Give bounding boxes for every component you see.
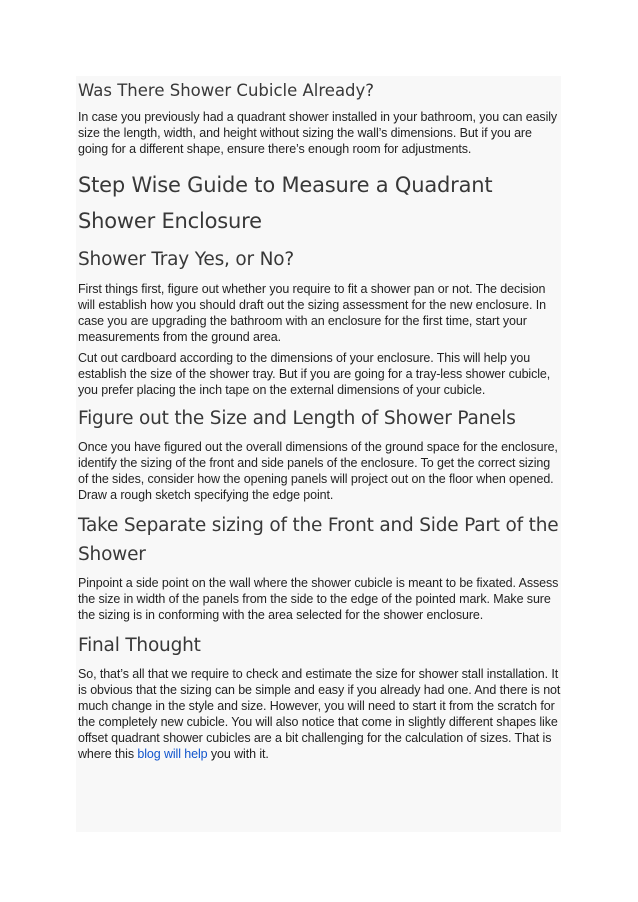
heading-final: Final Thought	[78, 635, 201, 656]
heading-panels: Figure out the Size and Length of Shower Panels	[78, 408, 516, 429]
heading-front-side: Take Separate sizing of the Front and Side Part of the Shower	[78, 515, 559, 565]
paragraph-final-tail: you with it.	[207, 747, 269, 761]
heading-cubicle: Was There Shower Cubicle Already?	[78, 81, 375, 100]
paragraph-panels: Once you have figured out the overall dimensions of the ground space for the enclosure, identify the sizing of the front and side panels of the enclosure. To get the correct sizing of the sides, consider how the opening panels will project out on the floor when opened. Draw a rough sketch specifying the edge point.	[78, 440, 558, 502]
paragraph-tray-2: Cut out cardboard according to the dimensions of your enclosure. This will help you establish the size of the shower tray. But if you are going for a tray-less shower cubicle, you prefer placing the inch tape on the external dimensions of your cubicle.	[78, 351, 551, 397]
heading-tray: Shower Tray Yes, or No?	[78, 249, 294, 270]
paragraph-cubicle: In case you previously had a quadrant shower installed in your bathroom, you can easily size the length, width, and height without sizing the wall’s dimensions. But if you are going for a different shape, ensure there’s enough room for adjustments.	[78, 110, 558, 156]
paragraph-final-text: So, that’s all that we require to check and estimate the size for shower stall installation. It is obvious that the sizing can be simple and easy if you already had one. And there is not much change in the style and size. However, you will need to start it from the scratch for the completely new cubicle. You will also notice that come in slightly different shapes like offset quadrant shower cubicles are a bit challenging for the calculation of sizes. That is where this	[78, 667, 561, 761]
paragraph-front-side: Pinpoint a side point on the wall where the shower cubicle is meant to be fixated. Assess the size in width of the panels from the side to the edge of the pointed mark. Make sure the sizing is in conforming with the area selected for the shower enclosure.	[78, 576, 559, 622]
paragraph-final	[78, 666, 561, 762]
blog-link[interactable]: blog will help	[137, 747, 208, 761]
document-page	[76, 76, 561, 832]
paragraph-tray-1: First things first, figure out whether you require to fit a shower pan or not. The decision will establish how you should draft out the sizing assessment for the new enclosure. In case you are upgrading the bathroom with an enclosure for the first time, start your measurements from the ground area.	[78, 282, 546, 344]
document-content	[76, 79, 561, 762]
heading-guide: Step Wise Guide to Measure a Quadrant Shower Enclosure	[78, 173, 493, 233]
